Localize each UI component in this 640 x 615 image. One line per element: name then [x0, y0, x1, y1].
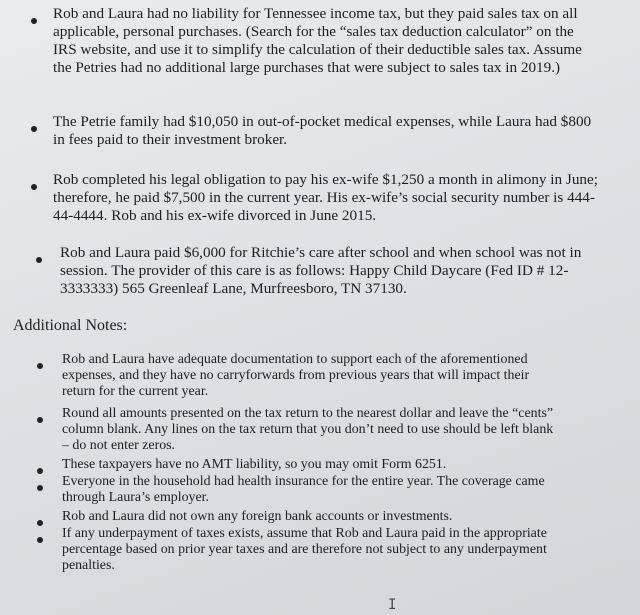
text-cursor-icon: I — [388, 597, 397, 613]
bullet — [37, 468, 43, 474]
note-item-foreign-accounts — [62, 509, 452, 525]
line: expenses, and they have no carryforwards from previous years that will impact their — [62, 368, 530, 383]
line: Rob and Laura paid $6,000 for Ritchie’s care after school and when school was not in — [60, 244, 582, 261]
line: applicable, personal purchases. (Search for the “sales tax deduction calculator” on the — [53, 23, 574, 40]
line: session. The provider of this care is as follows: Happy Child Daycare (Fed ID # 12- — [60, 262, 569, 279]
line: IRS website, and use it to simplify the calculation of their deductible sales tax. Assume — [53, 41, 582, 58]
line: return for the current year. — [62, 384, 209, 399]
note-item-rounding — [62, 406, 553, 454]
note-item-amt — [62, 457, 446, 473]
line: Round all amounts presented on the tax return to the nearest dollar and leave the “cents” — [62, 406, 554, 421]
note-item-alimony — [53, 171, 598, 225]
line: therefore, he paid $7,500 in the current year. His ex-wife’s social security number is 444- — [53, 189, 595, 206]
line: Rob completed his legal obligation to pay his ex-wife $1,250 a month in alimony in June; — [53, 171, 598, 188]
bullet — [31, 126, 37, 132]
line: Everyone in the household had health insurance for the entire year. The coverage came — [62, 474, 545, 489]
line: percentage based on prior year taxes and are therefore not subject to any underpayment — [62, 542, 547, 557]
bullet — [37, 417, 43, 423]
bullet — [37, 363, 43, 369]
line: Rob and Laura had no liability for Tennessee income tax, but they paid sales tax on all — [53, 5, 578, 22]
line: penalties. — [62, 558, 115, 573]
bullet — [31, 184, 37, 190]
line: in fees paid to their investment broker. — [53, 131, 288, 148]
note-item-health-insurance — [62, 474, 545, 506]
line: If any underpayment of taxes exists, assume that Rob and Laura paid in the appropriate — [62, 526, 547, 541]
line: the Petries had no additional large purchases that were subject to sales tax in 2019.) — [53, 59, 561, 76]
bullet — [37, 520, 43, 526]
line: Rob and Laura have adequate documentation to support each of the aforementioned — [62, 352, 528, 367]
line: column blank. Any lines on the tax return that you don’t need to use should be left blank — [62, 422, 554, 437]
note-item-sales-tax — [53, 5, 582, 77]
line: These taxpayers have no AMT liability, so you may omit Form 6251. — [62, 457, 447, 472]
line: 44-4444. Rob and his ex-wife divorced in June 2015. — [53, 207, 377, 224]
line: through Laura’s employer. — [62, 490, 209, 505]
line: – do not enter zeros. — [62, 438, 176, 453]
note-item-childcare — [60, 244, 581, 298]
line: The Petrie family had $10,050 in out-of-pocket medical expenses, while Laura had $800 — [53, 113, 592, 130]
line: Rob and Laura did not own any foreign bank accounts or investments. — [62, 509, 453, 524]
note-item-medical — [53, 113, 591, 149]
bullet — [37, 537, 43, 543]
bullet — [36, 257, 42, 263]
line: 3333333) 565 Greenleaf Lane, Murfreesboro, TN 37130. — [60, 280, 407, 297]
bullet — [37, 485, 43, 491]
bullet — [31, 18, 37, 24]
additional-notes-heading: Additional Notes: — [13, 317, 128, 334]
note-item-underpayment — [62, 526, 547, 574]
note-item-documentation — [62, 352, 529, 400]
